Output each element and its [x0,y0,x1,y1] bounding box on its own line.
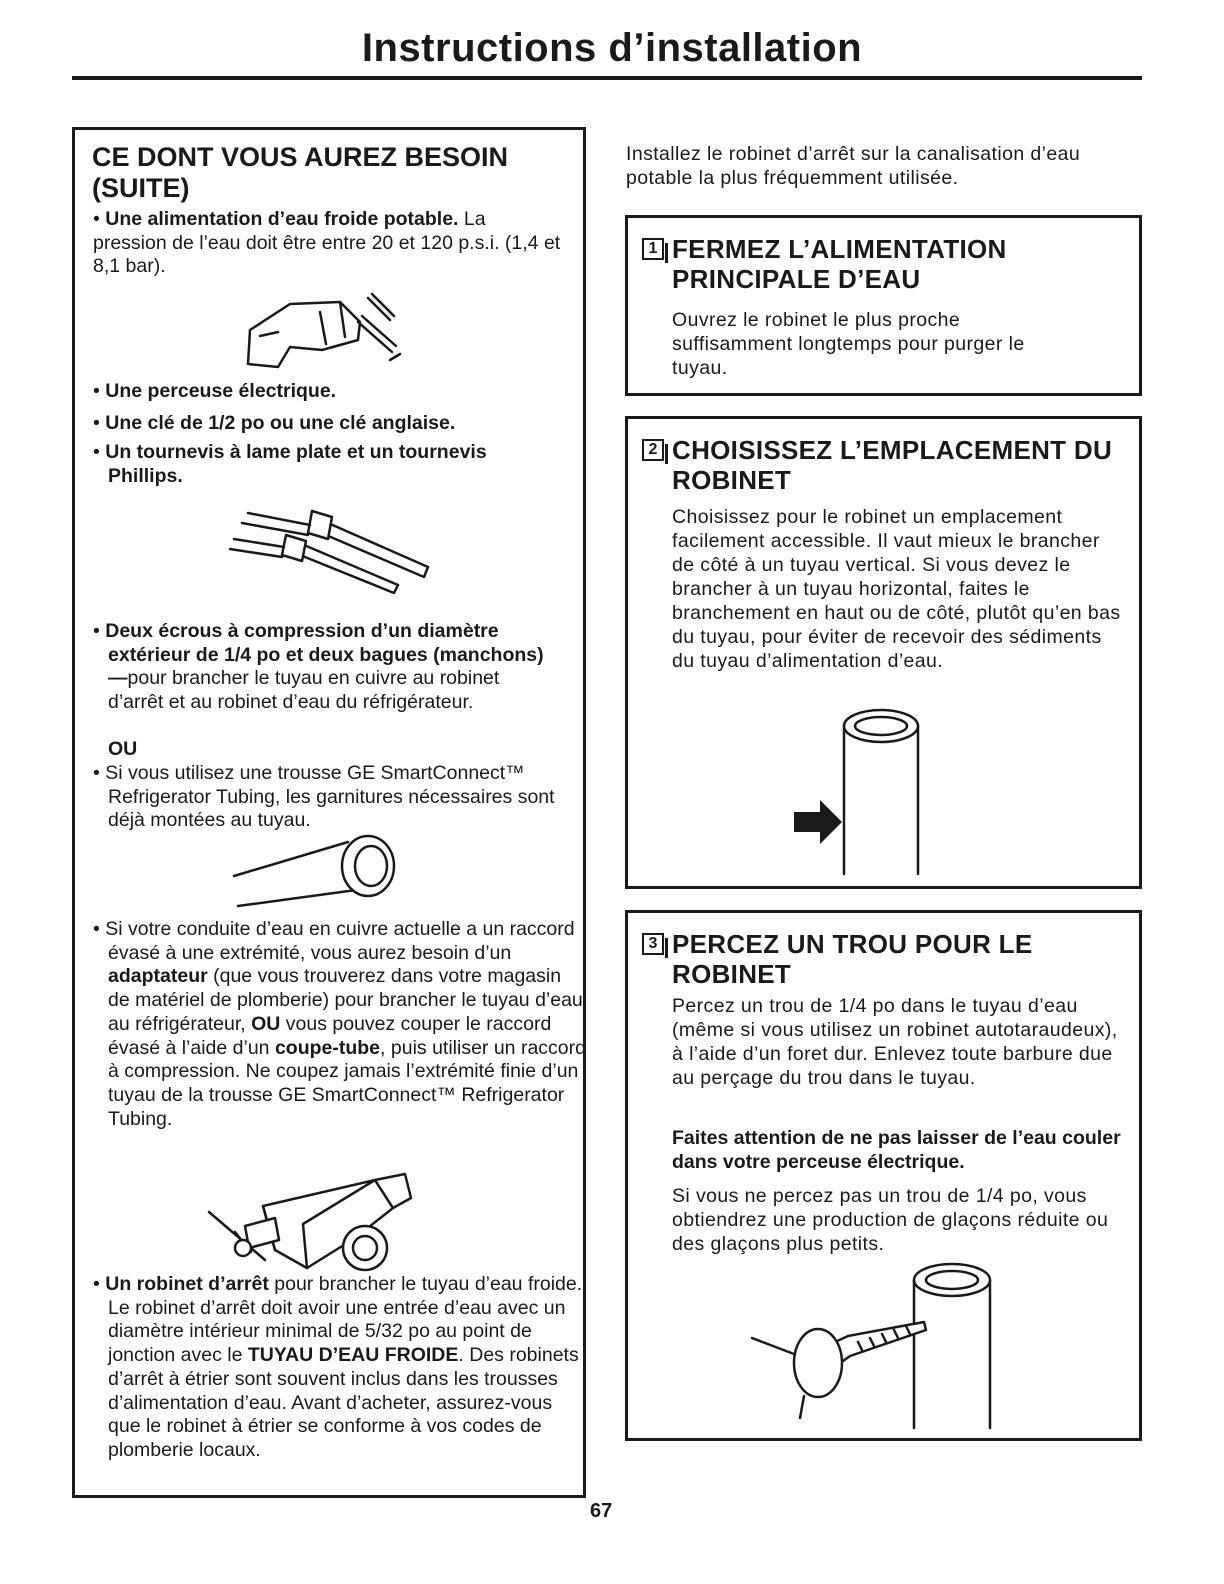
step-1-title: FERMEZ L’ALIMENTATION PRINCIPALE D’EAU [672,234,1007,294]
item-wrench: • Une clé de 1/2 po ou une clé anglaise. [93,412,456,434]
title-rule [72,76,1142,80]
shutoff-valve-illustration [205,1168,420,1278]
drill-illustration [230,292,410,372]
page-number: 67 [590,1500,613,1522]
item-adapter: • Si votre conduite d’eau en cuivre actuelle a un raccord évasé à une extrémité, vous aurez besoin d’un adaptateur (que vous trouverez dans votre magasin de matériel de plomberie) pour brancher le tuyau d’eau au réfrigérateur, OU vous pouvez couper le raccord évasé à l’aide d’un coupe-tube, puis utiliser un raccord à compression. Ne coupez jamais l’extrémité finie d’un tuyau de la trousse GE SmartConnect™ Refrigerator Tubing. [93,918,586,1130]
item-drill: • Une perceuse électrique. [93,380,337,402]
item-water-supply: • Une alimentation d’eau froide potable. La pression de l’eau doit être entre 20 et 120 p.s.i. (1,4 et 8,1 bar). [93,208,561,278]
tube-illustration [228,828,408,908]
or-label: OU [108,738,138,760]
step-3-body: Percez un trou de 1/4 po dans le tuyau d’eau (même si vous utilisez un robinet autotaraudeux), à l’aide d’un foret dur. Enlevez toute barbure due au perçage du trou dans le tuyau. [672,995,1118,1089]
drilling-pipe-illustration [748,1258,1008,1433]
requirements-heading: CE DONT VOUS AUREZ BESOIN (SUITE) [92,142,509,203]
item-smartconnect: • Si vous utilisez une trousse GE SmartConnect™ Refrigerator Tubing, les garnitures nécessaires sont déjà montées au tuyau. [93,762,555,832]
step-1-body: Ouvrez le robinet le plus proche suffisamment longtemps pour purger le tuyau. [672,309,1025,379]
intro-text: Installez le robinet d’arrêt sur la canalisation d’eau potable la plus fréquemment utilisée. [626,143,1081,189]
page-title: Instructions d’installation [361,26,863,70]
step-1-box [625,215,1142,396]
step-2-title: CHOISISSEZ L’EMPLACEMENT DU ROBINET [672,435,1113,495]
step-3-number: 3 [642,933,664,955]
step-2-body: Choisissez pour le robinet un emplacement facilement accessible. Il vaut mieux le brancher de côté à un tuyau vertical. Si vous devez le brancher à un tuyau horizontal, faites le branchement en haut ou de côté, plutôt qu’en bas du tuyau, pour éviter de recevoir des sédiments du tuyau d’alimentation d’eau. [672,506,1121,672]
item-shutoff-valve: • Un robinet d’arrêt pour brancher le tuyau d’eau froide. Le robinet d’arrêt doit avoir une entrée d’eau avec un diamètre intérieur minimal de 5/32 po au point de jonction avec le TUYAU D’EAU FROIDE. Des robinets d’arrêt à étrier sont souvent inclus dans les trousses d’alimentation d’eau. Avant d’acheter, assurez-vous que le robinet à étrier se conforme à vos codes de plomberie locaux. [93,1273,583,1461]
item-screwdrivers: • Un tournevis à lame plate et un tournevis Phillips. [93,441,487,487]
step-3-note: Si vous ne percez pas un trou de 1/4 po, vous obtiendrez une production de glaçons réduite ou des glaçons plus petits. [672,1185,1109,1255]
step-3-box [625,910,1142,1441]
step-2-number: 2 [642,439,664,461]
step-2-box [625,416,1142,889]
step-1-number: 1 [642,238,664,260]
vertical-pipe-illustration [788,704,928,879]
step-3-title: PERCEZ UN TROU POUR LE ROBINET [672,929,1033,989]
compression-nuts-illustration [228,505,438,595]
item-compression-nuts: • Deux écrous à compression d’un diamètre extérieur de 1/4 po et deux bagues (manchons)—pour brancher le tuyau en cuivre au robinet d’arrêt et au robinet d’eau du réfrigérateur. [93,620,544,714]
step-3-warning: Faites attention de ne pas laisser de l’eau couler dans votre perceuse électrique. [672,1127,1121,1173]
